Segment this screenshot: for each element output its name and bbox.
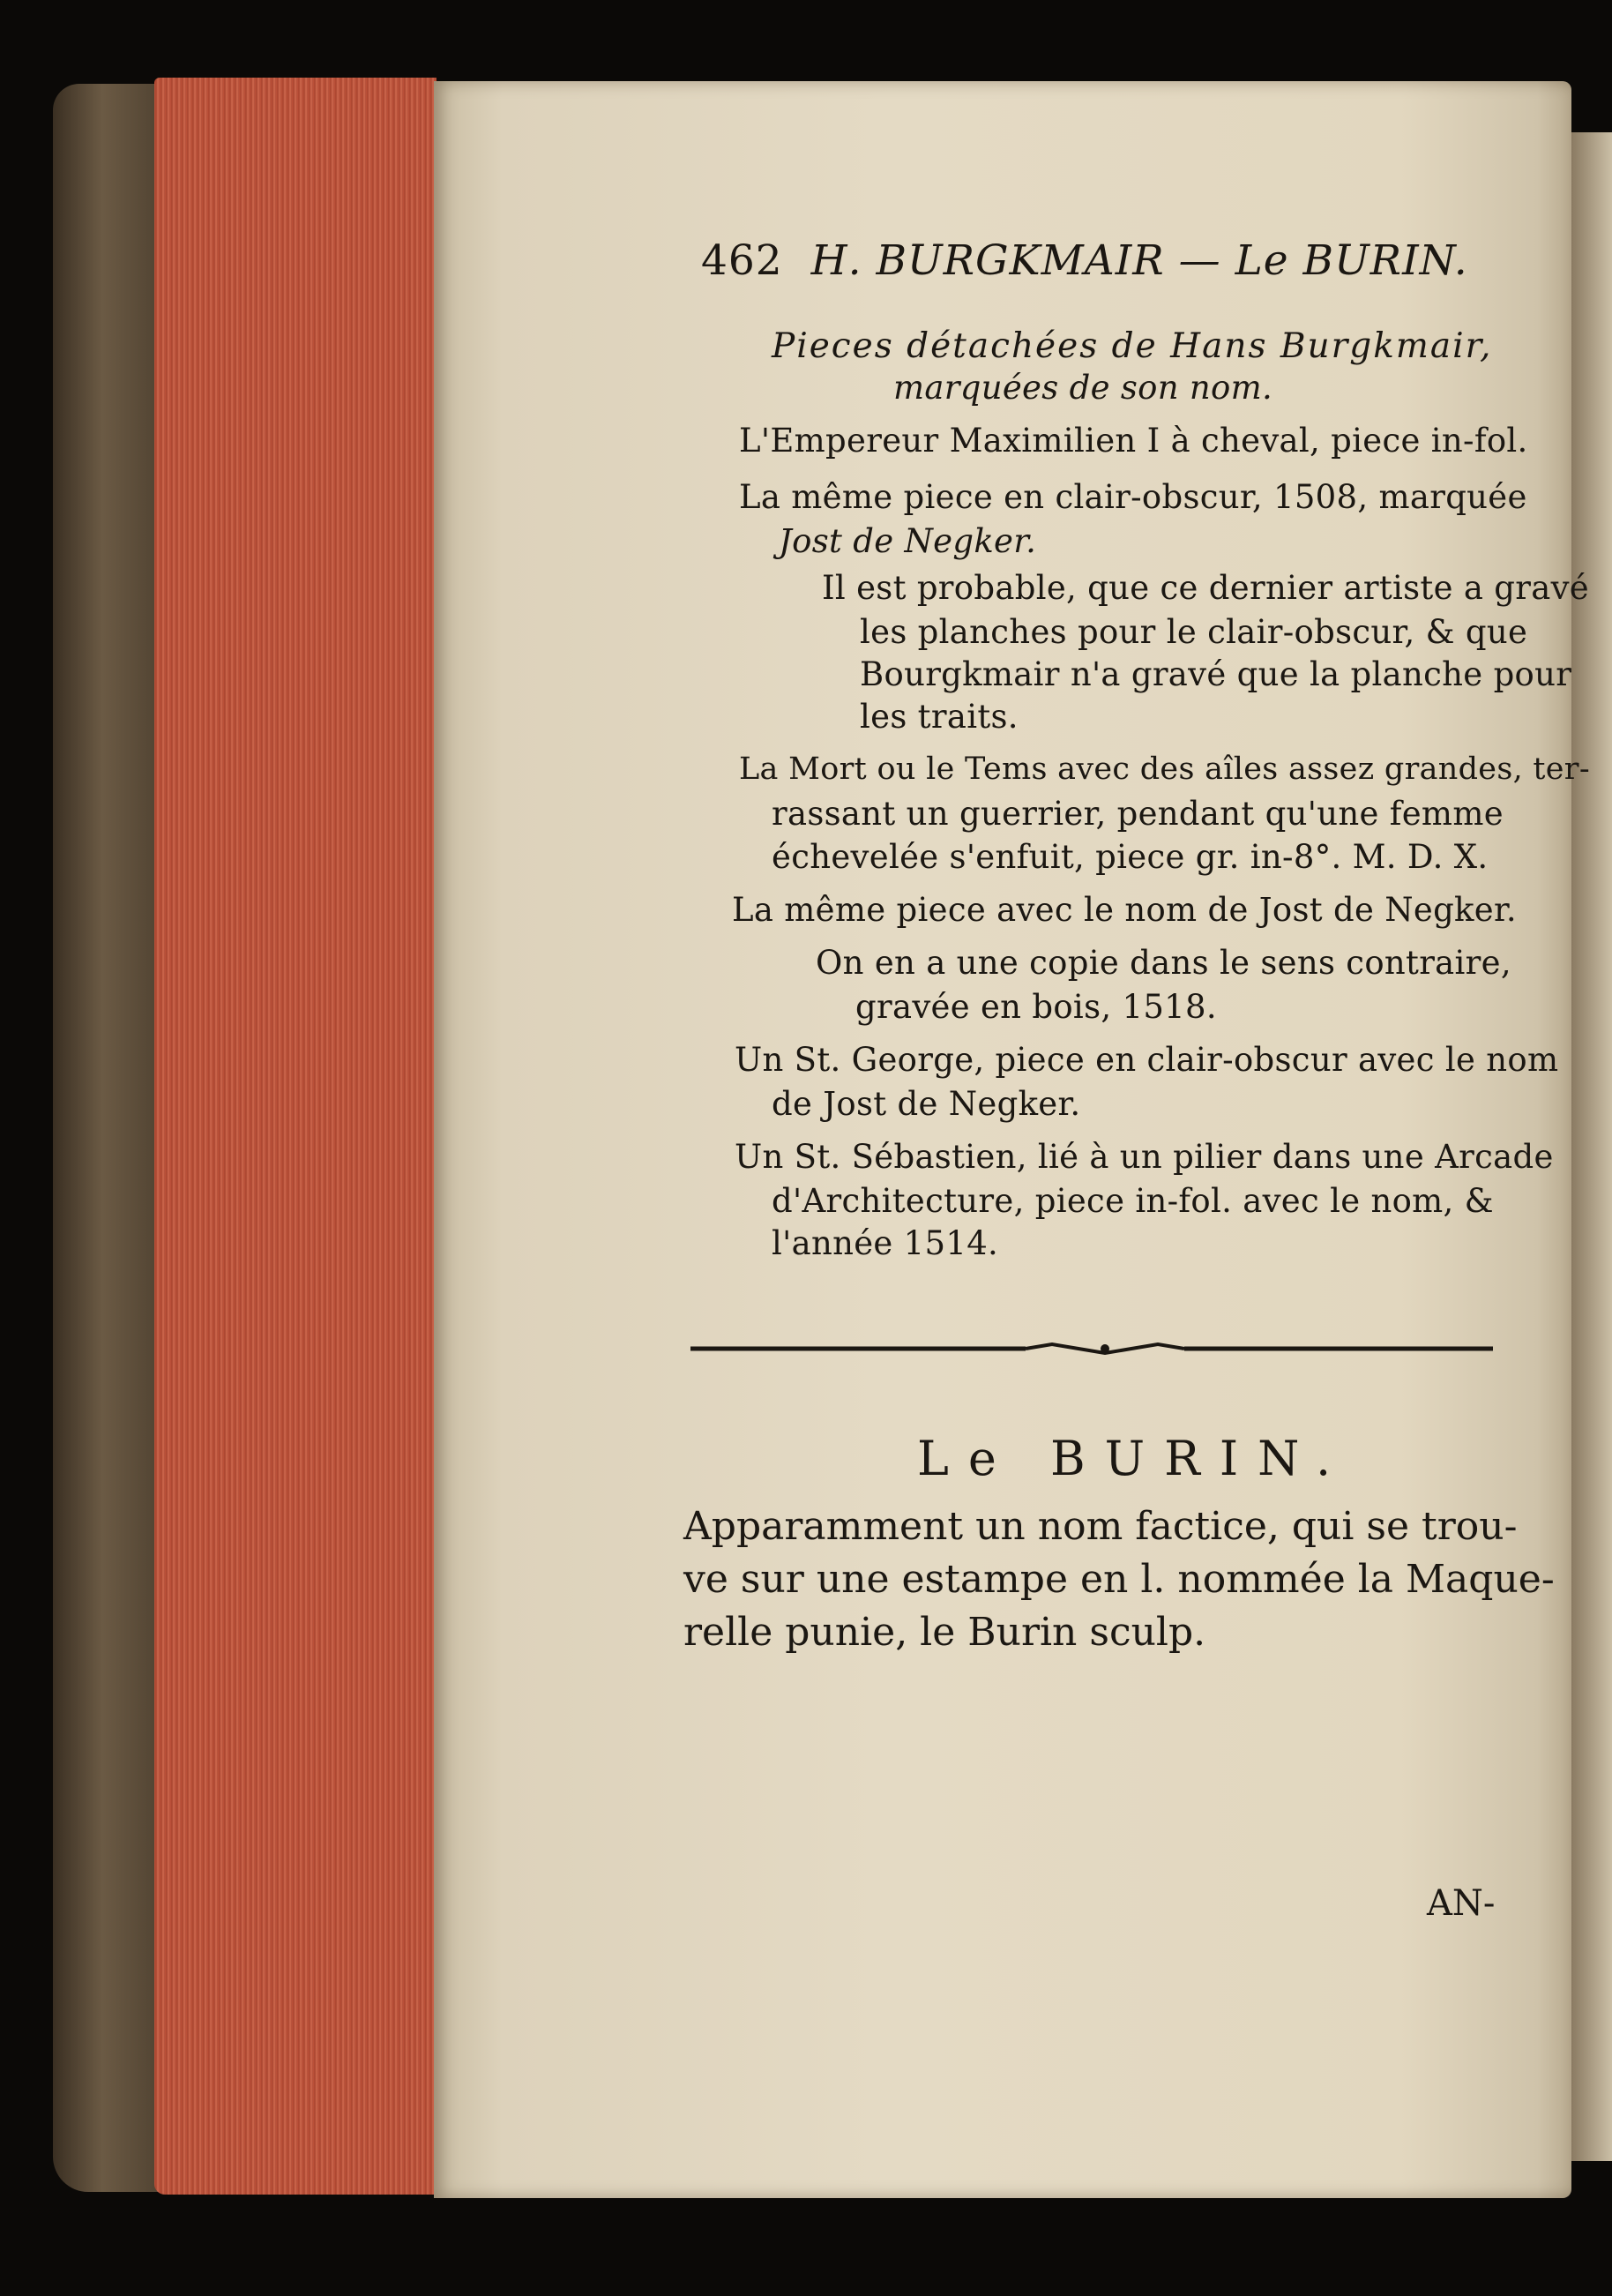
entry-line: gravée en bois, 1518. [855,988,1217,1026]
entry-line: Jost de Negker. [779,522,1037,560]
entry-line: d'Architecture, piece in-fol. avec le nom, & [772,1182,1494,1220]
entry-line: de Jost de Negker. [772,1085,1081,1123]
entry-line: échevelée s'enfuit, piece gr. in-8°. M. D. X. [772,838,1489,876]
entry-line: Bourgkmair n'a gravé que la planche pour [860,655,1572,693]
running-header [701,236,1468,285]
page-number: 462 [701,236,783,285]
entry-line: Un St. Sébastien, lié à un pilier dans une Arcade [735,1138,1554,1176]
entry-line: La même piece en clair-obscur, 1508, marquée [739,478,1527,516]
page-edges [154,78,437,2195]
catchword: AN- [1427,1883,1496,1924]
ornamental-rule [690,1342,1493,1355]
entry-line: L'Empereur Maximilien I à cheval, piece in-fol. [739,422,1528,460]
entry-line: rassant un guerrier, pendant qu'une femme [772,795,1504,833]
entry-line: La Mort ou le Tems avec des aîles assez grandes, ter- [739,752,1590,787]
body-line: ve sur une estampe en l. nommée la Maque- [683,1557,1555,1602]
entry-line: On en a une copie dans le sens contraire, [816,944,1511,982]
entry-line: La même piece avec le nom de Jost de Negker. [732,891,1517,929]
section-title: Le BURIN. [917,1431,1351,1486]
entry-line: les traits. [860,698,1019,736]
facing-page-edge [1571,132,1612,2161]
entry-line: Un St. George, piece en clair-obscur avec le nom [735,1041,1559,1079]
entry-line: les planches pour le clair-obscur, & que [860,613,1528,651]
running-title: H. BURGKMAIR — Le BURIN. [810,236,1468,285]
body-line: Apparamment un nom factice, qui se trou- [683,1504,1518,1549]
section-heading-line1: Pieces détachées de Hans Burgkmair, [772,326,1493,366]
entry-line: Il est probable, que ce dernier artiste a gravé [822,569,1589,607]
body-line: relle punie, le Burin sculp. [683,1610,1206,1655]
entry-line: l'année 1514. [772,1224,999,1262]
section-heading-line2: marquées de son nom. [893,369,1273,407]
